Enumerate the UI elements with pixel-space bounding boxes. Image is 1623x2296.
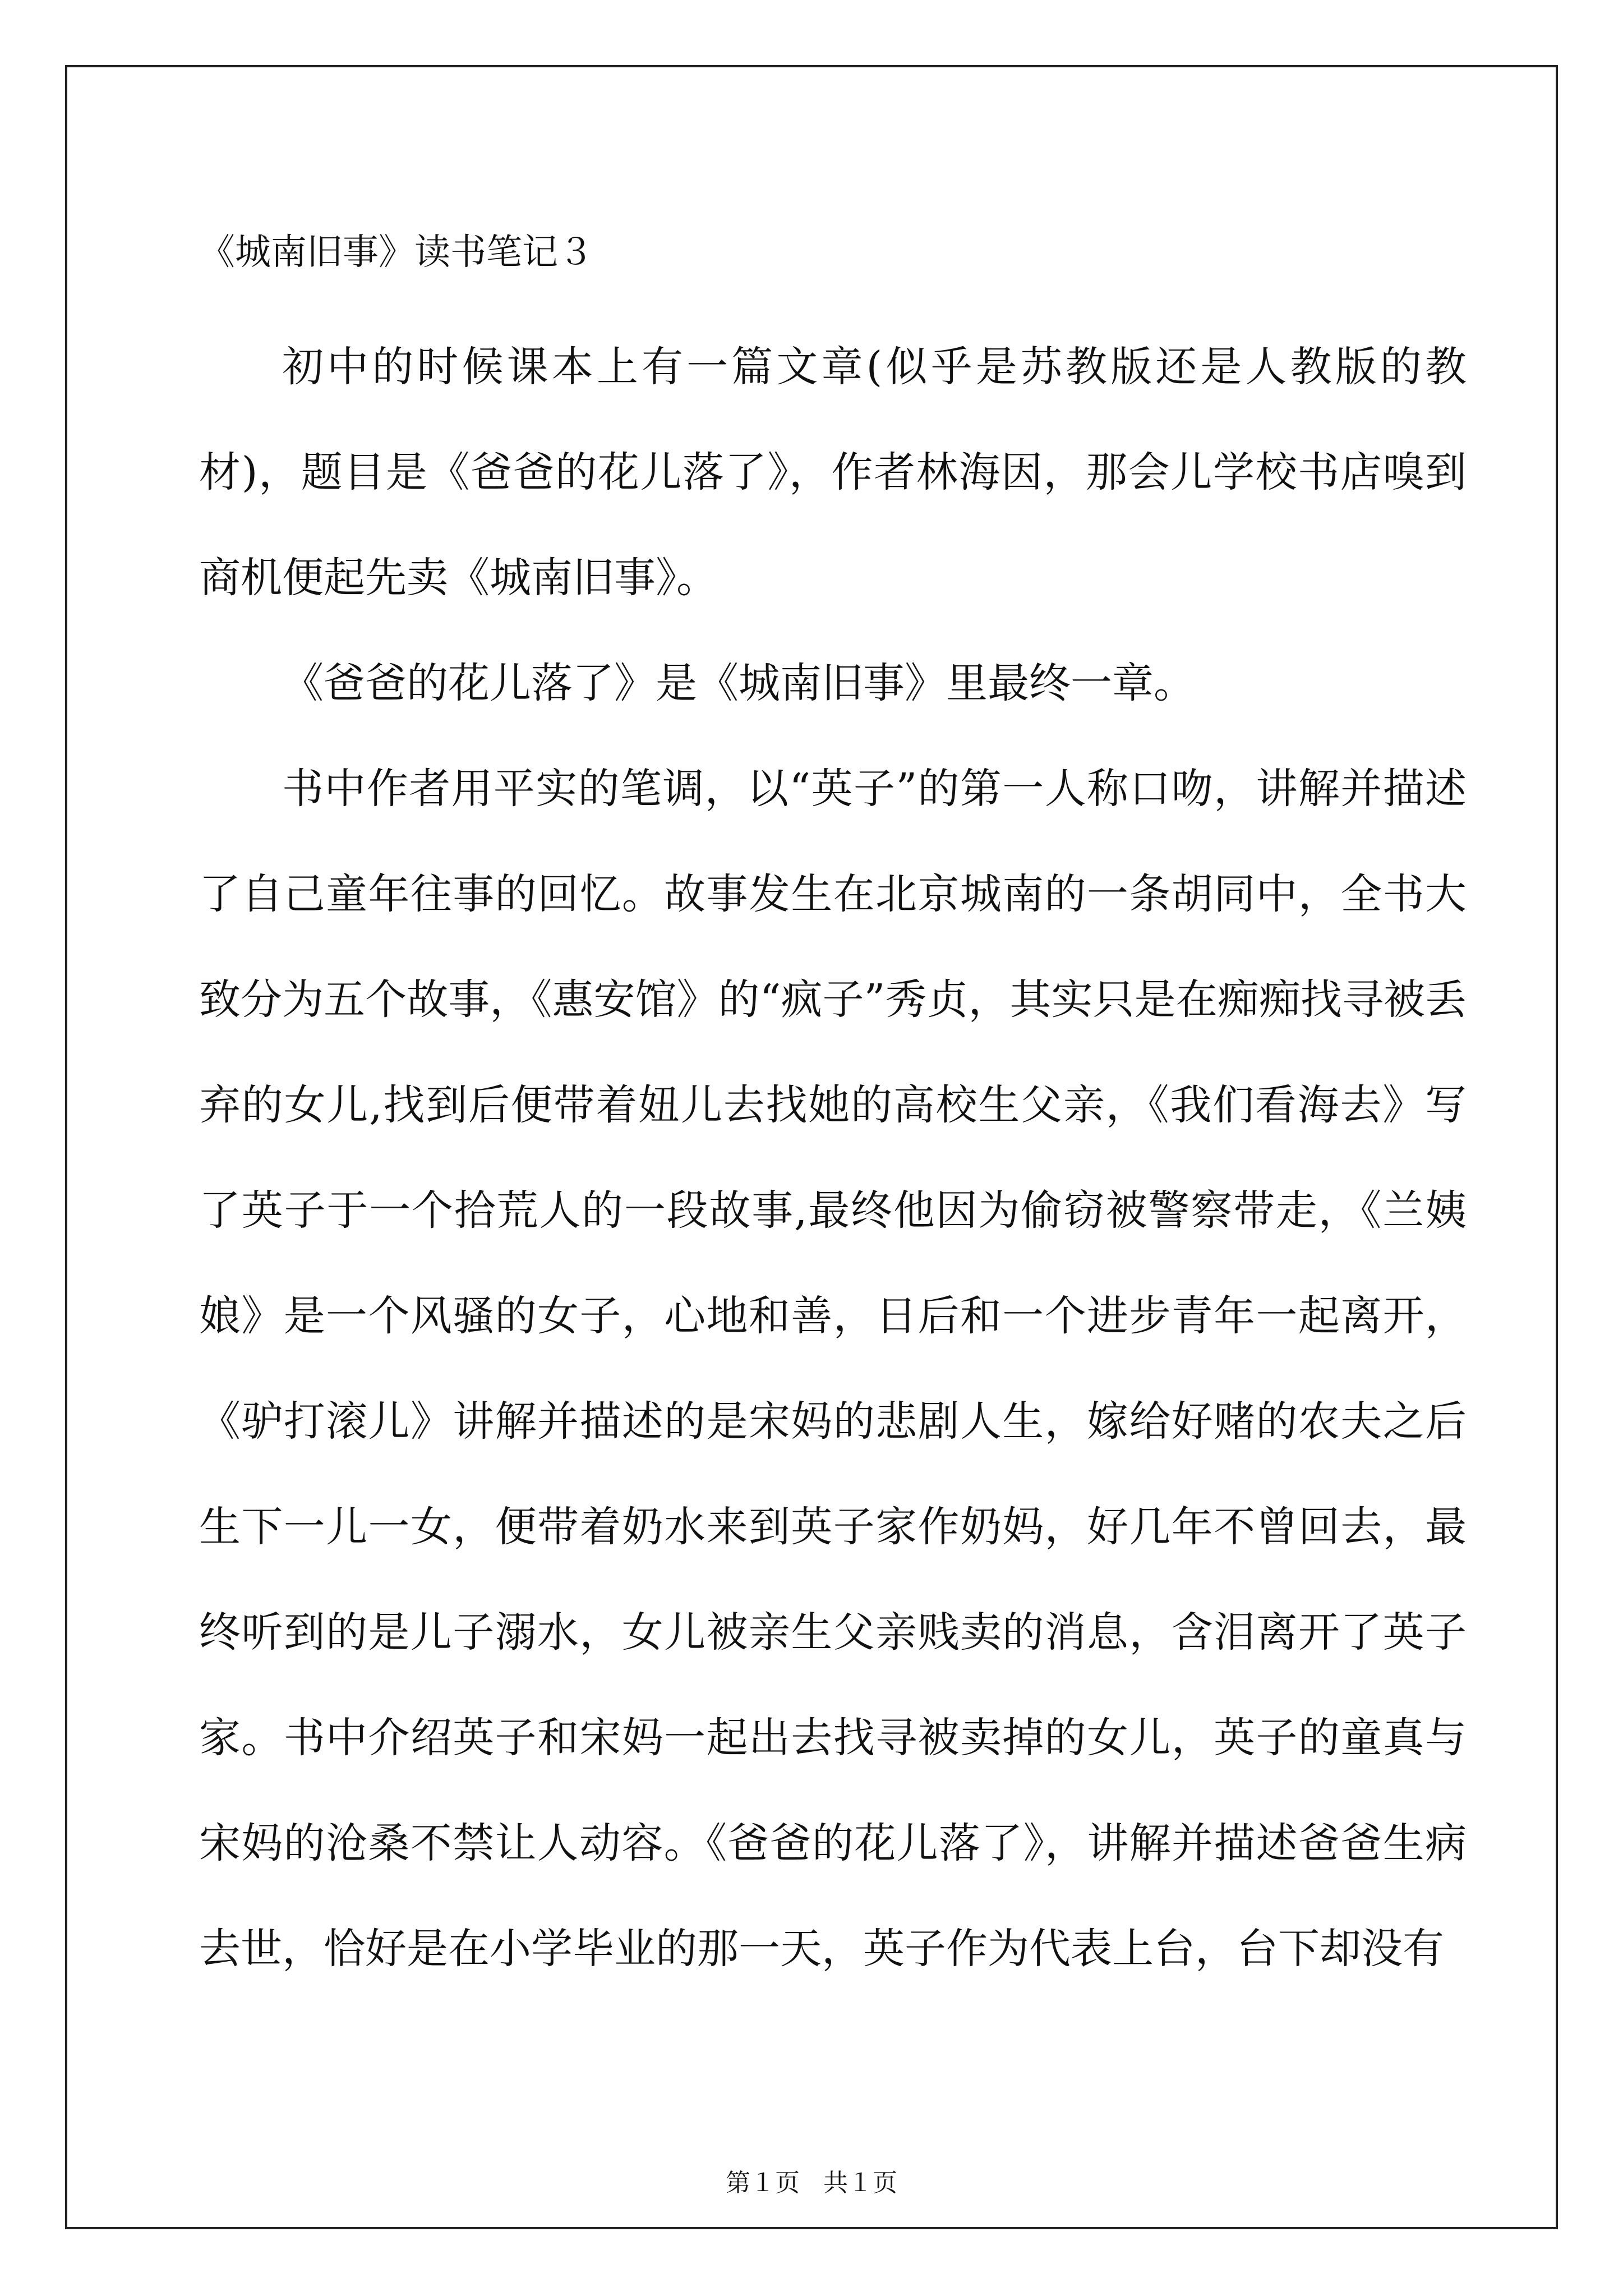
- paragraph-1: 初中的时候课本上有一篇文章(似乎是苏教版还是人教版的教材)，题目是《爸爸的花儿落了》，作者林海因，那会儿学校书店嗅到商机便起先卖《城南旧事》。: [199, 343, 1467, 602]
- page-number-footer: 第１页 共１页: [726, 2169, 897, 2197]
- document-title: 《城南旧事》读书笔记３: [199, 232, 594, 273]
- document-body: [199, 314, 1467, 2001]
- paragraph-3: 书中作者用平实的笔调，以“英子”的第一人称口吻，讲解并描述了自己童年往事的回忆。故事发生在北京城南的一条胡同中，全书大致分为五个故事，《惠安馆》的“疯子”秀贞，其实只是在痴痴找寻被丢弃的女儿,找到后便带着妞儿去找她的高校生父亲，《我们看海去》写了英子于一个拾荒人的一段故事,最终他因为偷窃被警察带走，《兰姨娘》是一个风骚的女子，心地和善，日后和一个进步青年一起离开，《驴打滚儿》讲解并描述的是宋妈的悲剧人生，嫁给好赌的农夫之后生下一儿一女，便带着奶水来到英子家作奶妈，好几年不曾回去，最终听到的是儿子溺水，女儿被亲生父亲贱卖的消息，含泪离开了英子家。书中介绍英子和宋妈一起出去找寻被卖掉的女儿，英子的童真与宋妈的沧桑不禁让人动容。《爸爸的花儿落了》，讲解并描述爸爸生病去世，恰好是在小学毕业的那一天，英子作为代表上台，台下却没有: [199, 765, 1467, 1973]
- paragraph-2: 《爸爸的花儿落了》是《城南旧事》里最终一章。: [282, 659, 1195, 707]
